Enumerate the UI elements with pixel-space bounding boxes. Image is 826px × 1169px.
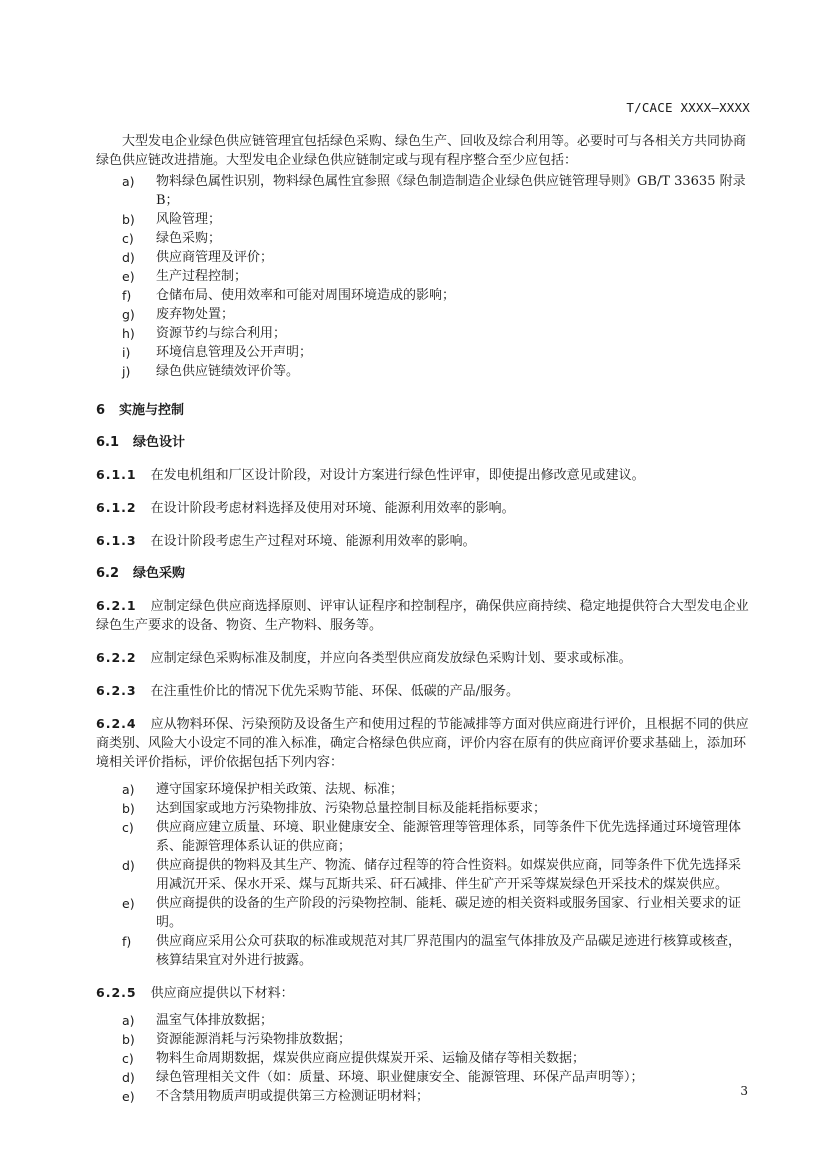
list-item <box>96 1011 752 1030</box>
list-item-text: 环境信息管理及公开声明； <box>156 345 313 360</box>
clause-6-2-5 <box>96 983 752 1003</box>
list-item <box>96 799 752 818</box>
list-item-text: 物料生命周期数据，煤炭供应商应提供煤炭开采、运输及储存等相关数据； <box>156 1051 586 1066</box>
list-item-text: 风险管理； <box>156 212 222 227</box>
list-item-label: h) <box>122 326 135 341</box>
subsection-number: 6.1 <box>96 435 120 450</box>
list-item <box>96 1087 752 1106</box>
list-item <box>96 780 752 799</box>
list-item-label: f) <box>122 288 132 303</box>
section-6-heading <box>96 401 752 420</box>
section-number: 6 <box>96 403 106 418</box>
list-item-text: 供应商提供的设备的生产阶段的污染物控制、能耗、碳足迹的相关资料或服务国家、行业相关要求的证明。 <box>156 896 742 930</box>
clause-text: 在注重性价比的情况下优先采购节能、环保、低碳的产品/服务。 <box>150 684 519 699</box>
list-item <box>96 305 752 324</box>
list-item-text: 不含禁用物质声明或提供第三方检测证明材料； <box>156 1089 430 1104</box>
subsection-number: 6.2 <box>96 566 120 581</box>
list-item-text: 绿色采购； <box>156 231 222 246</box>
list-item <box>96 324 752 343</box>
list-item <box>96 1030 752 1049</box>
clause-6-1-2 <box>96 498 752 518</box>
clause-text: 在设计阶段考虑材料选择及使用对环境、能源利用效率的影响。 <box>150 501 515 516</box>
list-item <box>96 362 752 381</box>
list-item <box>96 286 752 305</box>
list-item <box>96 267 752 286</box>
clause-number: 6.1.2 <box>96 500 137 515</box>
list-item <box>96 818 752 856</box>
list-item-text: 资源能源消耗与污染物排放数据； <box>156 1032 352 1047</box>
list-item-label: i) <box>122 345 131 360</box>
list-item-label: g) <box>122 307 135 322</box>
list-item-label: c) <box>122 1051 134 1066</box>
list-item-label: e) <box>122 1089 135 1104</box>
clause-6-1-3 <box>96 531 752 551</box>
subsection-6-1-heading <box>96 433 752 452</box>
list-item-text: 物料绿色属性识别，物料绿色属性宜参照《绿色制造制造企业绿色供应链管理导则》GB/T 33635 附录 B； <box>156 174 746 208</box>
list-item-label: d) <box>122 858 135 873</box>
clause-text: 在发电机组和厂区设计阶段，对设计方案进行绿色性评审，即使提出修改意见或建议。 <box>150 468 645 483</box>
list-item-text: 供应商应采用公众可获取的标准或规范对其厂界范围内的温室气体排放及产品碳足迹进行核算或核查，核算结果宜对外进行披露。 <box>156 934 742 968</box>
list-item <box>96 856 752 894</box>
list-item <box>96 248 752 267</box>
clause-6-2-2 <box>96 648 752 668</box>
clause-text: 供应商应提供以下材料： <box>150 986 294 1001</box>
clause-number: 6.2.2 <box>96 650 137 665</box>
clause-number: 6.2.1 <box>96 598 137 613</box>
clause-text: 在设计阶段考虑生产过程对环境、能源利用效率的影响。 <box>150 534 476 549</box>
clause-6-2-1 <box>96 596 752 635</box>
clause-text: 应制定绿色供应商选择原则、评审认证程序和控制程序，确保供应商持续、稳定地提供符合大型发电企业绿色生产要求的设备、物资、生产物料、服务等。 <box>96 599 749 633</box>
list-item-text: 仓储布局、使用效率和可能对周围环境造成的影响； <box>156 288 456 303</box>
clause-6-2-4-list <box>96 780 752 970</box>
list-item-text: 遵守国家环境保护相关政策、法规、标准； <box>156 782 404 797</box>
subsection-6-2-heading <box>96 564 752 583</box>
section-title: 实施与控制 <box>119 403 185 418</box>
clause-6-1-1 <box>96 465 752 485</box>
list-item <box>96 1049 752 1068</box>
list-item <box>96 1068 752 1087</box>
list-item <box>96 229 752 248</box>
list-item-label: e) <box>122 896 135 911</box>
clause-6-2-4 <box>96 714 752 772</box>
list-item-label: a) <box>122 1013 135 1028</box>
intro-paragraph: 大型发电企业绿色供应链管理宜包括绿色采购、绿色生产、回收及综合利用等。必要时可与各相关方共同协商绿色供应链改进措施。大型发电企业绿色供应链制定或与现有程序整合至少应包括： <box>96 134 747 168</box>
list-item-label: b) <box>122 1032 135 1047</box>
list-item <box>96 894 752 932</box>
list-item-text: 绿色供应链绩效评价等。 <box>156 364 300 379</box>
list-item-text: 废弃物处置； <box>156 307 235 322</box>
list-item-label: e) <box>122 269 135 284</box>
list-item <box>96 932 752 970</box>
list-item-label: c) <box>122 820 134 835</box>
clause-6-2-5-list <box>96 1011 752 1106</box>
subsection-title: 绿色设计 <box>133 435 186 450</box>
clause-number: 6.2.4 <box>96 716 137 731</box>
page-number: 3 <box>740 1084 748 1098</box>
list-item-text: 达到国家或地方污染物排放、污染物总量控制目标及能耗指标要求； <box>156 801 547 816</box>
list-item-text: 资源节约与综合利用； <box>156 326 287 341</box>
clause-number: 6.1.3 <box>96 533 137 548</box>
clause-6-2-3 <box>96 681 752 701</box>
intro-list <box>96 172 752 381</box>
document-code: T/CACE XXXX—XXXX <box>626 100 750 115</box>
list-item-label: c) <box>122 231 134 246</box>
list-item-text: 供应商管理及评价； <box>156 250 274 265</box>
list-item-text: 温室气体排放数据； <box>156 1013 274 1028</box>
list-item-label: j) <box>122 364 131 379</box>
list-item <box>96 343 752 362</box>
list-item-label: b) <box>122 801 135 816</box>
list-item-label: b) <box>122 212 135 227</box>
list-item-label: a) <box>122 782 135 797</box>
list-item-text: 绿色管理相关文件（如：质量、环境、职业健康安全、能源管理、环保产品声明等）； <box>156 1070 644 1085</box>
list-item-text: 供应商提供的物料及其生产、物流、储存过程等的符合性资料。如煤炭供应商，同等条件下优先选择采用减沉开采、保水开采、煤与瓦斯共采、矸石减排、伴生矿产开采等煤炭绿色开采技术的煤炭供应。 <box>156 858 742 892</box>
page-content <box>96 132 752 1106</box>
list-item-label: a) <box>122 174 135 189</box>
list-item-label: d) <box>122 250 135 265</box>
list-item <box>96 210 752 229</box>
list-item-label: d) <box>122 1070 135 1085</box>
clause-text: 应从物料环保、污染预防及设备生产和使用过程的节能减排等方面对供应商进行评价，且根据不同的供应商类别、风险大小设定不同的准入标准，确定合格绿色供应商，评价内容在原有的供应商评价要求基础上，添加环境相关评价指标，评价依据包括下列内容： <box>96 717 749 770</box>
clause-number: 6.2.5 <box>96 985 137 1000</box>
clause-text: 应制定绿色采购标准及制度，并应向各类型供应商发放绿色采购计划、要求或标准。 <box>150 651 632 666</box>
list-item <box>96 172 752 210</box>
list-item-text: 供应商应建立质量、环境、职业健康安全、能源管理等管理体系，同等条件下优先选择通过环境管理体系、能源管理体系认证的供应商； <box>156 820 742 854</box>
list-item-text: 生产过程控制； <box>156 269 248 284</box>
clause-number: 6.1.1 <box>96 467 137 482</box>
clause-number: 6.2.3 <box>96 683 137 698</box>
subsection-title: 绿色采购 <box>133 566 186 581</box>
list-item-label: f) <box>122 934 132 949</box>
